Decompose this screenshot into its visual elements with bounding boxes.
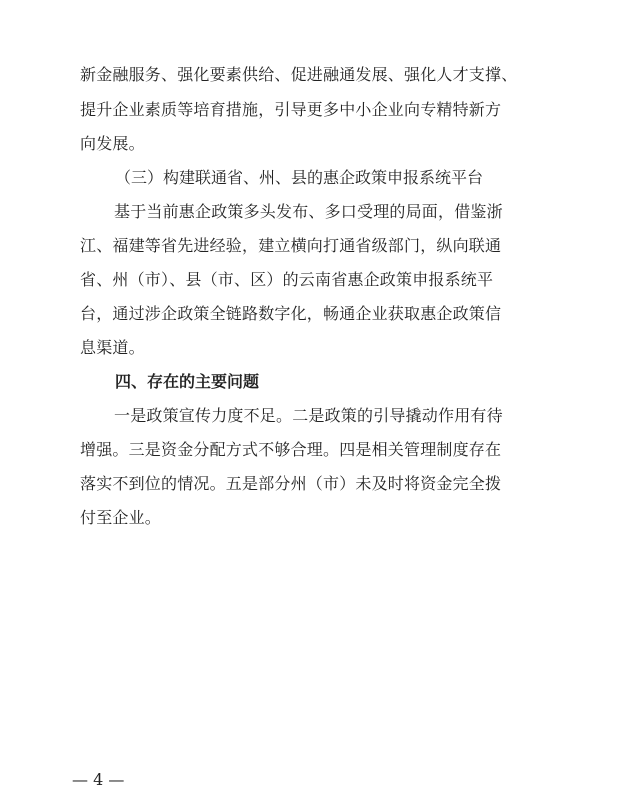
body-line — [0, 299, 643, 329]
body-line — [0, 401, 643, 431]
body-line — [0, 129, 643, 159]
page-number: — 4 — — [72, 770, 125, 789]
section-heading-text: 四、存在的主要问题 — [115, 372, 260, 391]
subheading-text: （三）构建联通省、州、县的惠企政策申报系统平台 — [115, 168, 484, 187]
body-line-text: 省、州（市）、县（市、区）的云南省惠企政策申报系统平 — [80, 270, 494, 289]
section-heading — [0, 367, 643, 397]
body-line-text: 基于当前惠企政策多头发布、多口受理的局面，借鉴浙 — [114, 202, 503, 221]
body-line-text: 台，通过涉企政策全链路数字化，畅通企业获取惠企政策信 — [80, 304, 502, 323]
body-line — [0, 503, 643, 533]
body-line — [0, 333, 643, 363]
body-line-text: 向发展。 — [80, 134, 145, 153]
body-line — [0, 231, 643, 261]
body-line — [0, 435, 643, 465]
body-line-text: 提升企业素质等培育措施，引导更多中小企业向专精特新方 — [80, 100, 502, 119]
body-line — [0, 95, 643, 125]
body-line-text: 增强。三是资金分配方式不够合理。四是相关管理制度存在 — [80, 440, 502, 459]
body-line-text: 息渠道。 — [80, 338, 145, 357]
body-line — [0, 60, 643, 90]
subheading — [0, 163, 643, 193]
body-line-text: 新金融服务、强化要素供给、促进融通发展、强化人才支撑、 — [80, 65, 518, 84]
body-line-text: 江、福建等省先进经验，建立横向打通省级部门，纵向联通 — [80, 236, 502, 255]
body-line — [0, 469, 643, 499]
body-line-text: 一是政策宣传力度不足。二是政策的引导撬动作用有待 — [114, 406, 503, 425]
body-line-text: 付至企业。 — [80, 508, 162, 527]
body-line — [0, 197, 643, 227]
body-line-text: 落实不到位的情况。五是部分州（市）未及时将资金完全拨 — [80, 474, 502, 493]
body-line — [0, 265, 643, 295]
